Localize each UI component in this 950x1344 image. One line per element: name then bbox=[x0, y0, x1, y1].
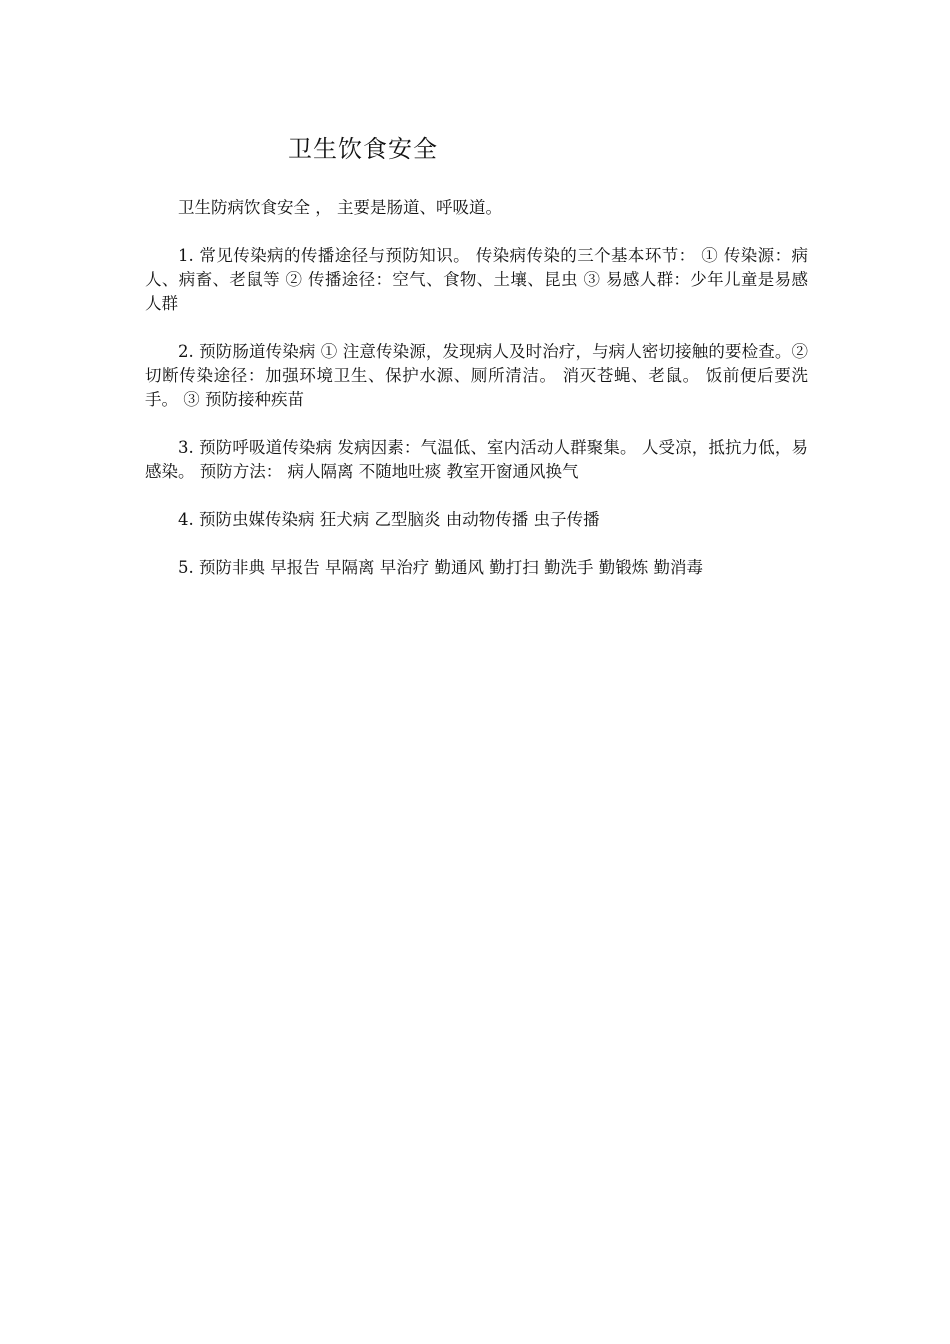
intro-paragraph: 卫生防病饮食安全 ， 主要是肠道、呼吸道。 bbox=[178, 198, 502, 217]
document-title: 卫生饮食安全 bbox=[288, 135, 438, 163]
section-paragraph-3: 3. 预防呼吸道传染病 发病因素：气温低、室内活动人群聚集。 人受凉，抵抗力低，易感染。 预防方法： 病人隔离 不随地吐痰 教室开窗通风换气 bbox=[145, 438, 808, 481]
section-paragraph-4: 4. 预防虫媒传染病 狂犬病 乙型脑炎 由动物传播 虫子传播 bbox=[178, 510, 600, 529]
section-paragraph-1: 1. 常见传染病的传播途径与预防知识。 传染病传染的三个基本环节： ① 传染源：病人、病畜、老鼠等 ② 传播途径：空气、食物、土壤、昆虫 ③ 易感人群：少年儿童是易感人群 bbox=[145, 246, 808, 313]
section-paragraph-5: 5. 预防非典 早报告 早隔离 早治疗 勤通风 勤打扫 勤洗手 勤锻炼 勤消毒 bbox=[178, 558, 703, 577]
document-body bbox=[145, 196, 808, 604]
section-paragraph-2: 2. 预防肠道传染病 ① 注意传染源，发现病人及时治疗，与病人密切接触的要检查。② 切断传染途径：加强环境卫生、保护水源、厕所清洁。 消灭苍蝇、老鼠。 饭前便后要洗手。 ③ 预防接种疾苗 bbox=[145, 342, 808, 409]
